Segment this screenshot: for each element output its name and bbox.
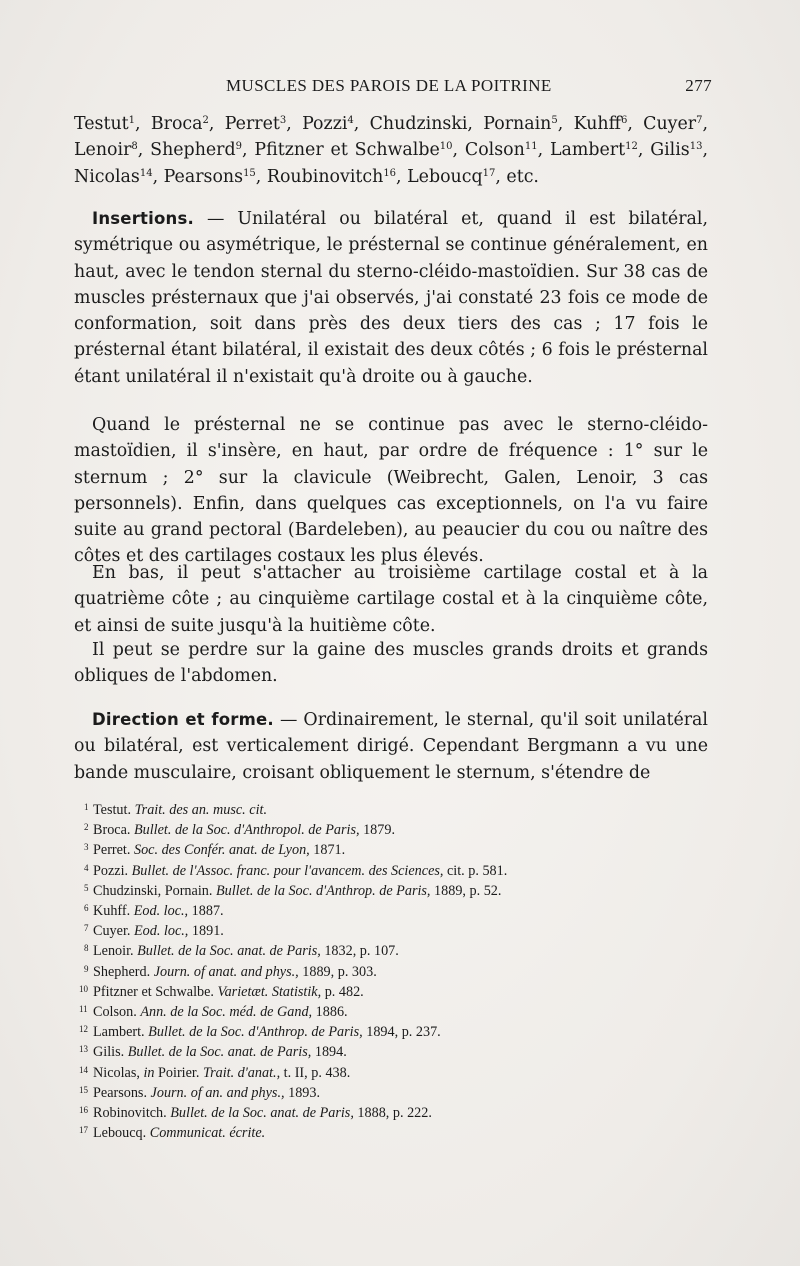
footnote-ref: 14: [139, 167, 153, 179]
footnote-author: Pearsons.: [93, 1084, 151, 1101]
footnote-author: Broca.: [93, 822, 134, 839]
footnote-author: Colson.: [93, 1004, 141, 1021]
footnote-source: Varietæt. Statistik,: [217, 983, 322, 1000]
footnote-ref: 2: [202, 115, 209, 126]
footnote-ref: 13: [689, 141, 703, 153]
footnote-author: Chudzinski, Pornain.: [93, 882, 216, 899]
footnote: 9 Shepherd. Journ. of anat. and phys., 1889, p. 303.: [84, 963, 377, 980]
footnote-source: Soc. des Confér. anat. de Lyon,: [133, 842, 310, 859]
footnote-source: Trait. d'anat.,: [202, 1064, 281, 1081]
footnote-detail: 1832, p. 107.: [320, 943, 399, 960]
footnote-detail: 1871.: [309, 842, 346, 859]
footnote-ref: 11: [524, 141, 538, 153]
footnote-detail: Poirier.: [154, 1064, 203, 1081]
author-name: Cuyer: [643, 114, 697, 134]
footnote-detail: 1888, p. 222.: [353, 1105, 432, 1122]
footnote-source: Bullet. de la Soc. d'Anthrop. de Paris,: [215, 882, 431, 899]
footnote-source: Bullet. de la Soc. anat. de Paris,: [170, 1105, 354, 1122]
insertions-paragraph: [74, 206, 708, 390]
direction-heading: Direction et forme.: [92, 710, 274, 729]
author-name: Lambert: [549, 140, 626, 161]
footnote-ref: 9: [235, 141, 243, 153]
author-name: Roubinovitch: [266, 166, 384, 187]
author-name: Perret: [224, 114, 280, 134]
footnote-ref: 8: [131, 141, 138, 153]
footnote-source: Eod. loc.,: [133, 903, 189, 920]
footnote-ref: 12: [625, 141, 638, 153]
footnote-source: Bullet. de la Soc. d'Anthrop. de Paris,: [148, 1024, 363, 1041]
footnote-detail: 1894, p. 237.: [362, 1024, 441, 1041]
author-name: Pearsons: [163, 166, 244, 187]
footnote-detail: 1889, p. 52.: [430, 882, 502, 899]
upper-insertion-text: Quand le présternal ne se continue pas avec le sterno-cléido-mastoïdien, il s'insère, en haut, par ordre de fréquence : 1° sur le sternum ; 2° sur la clavicule (Weibrecht, Galen, Lenoir, 3 cas personnels). Enfin, dans quelques cas exceptionnels, on l'a vu faire suite au grand pectoral (Bardeleben), au peaucier du cou ou naître des côtes et des cartilages costaux les plus élevés.: [74, 415, 708, 567]
footnote-author: Lenoir.: [93, 943, 138, 960]
author-name: Pfitzner et Schwalbe: [254, 140, 440, 161]
footnote-source: Trait. des an. musc. cit.: [134, 802, 267, 818]
footnote-ref: 3: [279, 115, 287, 126]
author-name: Kuhff: [573, 114, 621, 134]
footnote-ref: 7: [696, 115, 703, 126]
footnote: 8 Lenoir. Bullet. de la Soc. anat. de Paris, 1832, p. 107.: [84, 943, 399, 960]
footnote: 3 Perret. Soc. des Confér. anat. de Lyon, 1871.: [84, 842, 346, 859]
footnote-detail: 1889, p. 303.: [298, 963, 377, 980]
footnote-source: Bullet. de l'Assoc. franc. pour l'avancem. des Sciences,: [131, 862, 444, 879]
footnote-detail: 1887.: [188, 903, 224, 920]
direction-paragraph: [74, 707, 708, 786]
footnote-author: Nicolas,: [93, 1064, 144, 1081]
footnote-ref: 5: [551, 115, 558, 126]
footnote-ref: 1: [128, 115, 136, 126]
footnote-detail: t. II, p. 438.: [280, 1064, 351, 1081]
footnote: 7 Cuyer. Eod. loc., 1891.: [84, 923, 224, 940]
footnote: 13 Gilis. Bullet. de la Soc. anat. de Paris, 1894.: [79, 1044, 347, 1061]
footnote: 17 Leboucq. Communicat. écrite.: [79, 1125, 266, 1142]
footnote-source: Communicat. écrite.: [149, 1125, 266, 1142]
footnote-source: Eod. loc.,: [133, 923, 189, 940]
author-name: Colson: [464, 140, 525, 161]
author-name: Broca: [150, 114, 203, 134]
author-list-end: , etc.: [495, 166, 539, 187]
footnote: 1 Testut. Trait. des an. musc. cit.: [84, 802, 267, 818]
footnote-author: Gilis.: [93, 1044, 128, 1061]
footnote-author: Perret.: [93, 842, 134, 859]
abdomen-text: Il peut se perdre sur la gaine des muscles grands droits et grands obliques de l'abdomen.: [74, 640, 708, 687]
footnote: 6 Kuhff. Eod. loc., 1887.: [84, 903, 224, 920]
footnote-author: Testut.: [93, 802, 135, 818]
footnote: 11 Colson. Ann. de la Soc. méd. de Gand, 1886.: [79, 1004, 348, 1021]
footnote-source: Bullet. de la Soc. d'Anthropol. de Paris,: [133, 822, 360, 839]
author-name: Lenoir: [74, 140, 132, 161]
author-name: Testut: [74, 114, 129, 134]
footnote-detail: 1891.: [188, 923, 224, 940]
author-name: Pozzi: [302, 114, 348, 134]
footnote-ref: 16: [383, 167, 397, 179]
abdomen-paragraph: [74, 637, 708, 690]
footnote-author: Leboucq.: [93, 1125, 150, 1142]
footnote-source: Ann. de la Soc. méd. de Gand,: [140, 1004, 313, 1021]
footnote-detail: 1893.: [284, 1084, 321, 1101]
footnote-author: Kuhff.: [93, 903, 134, 920]
footnote-source: Bullet. de la Soc. anat. de Paris,: [127, 1044, 312, 1061]
footnote: 2 Broca. Bullet. de la Soc. d'Anthropol. de Paris, 1879.: [84, 822, 395, 839]
page-number: 277: [685, 76, 712, 95]
author-name: Chudzinski: [369, 114, 468, 134]
footnote-source: Journ. of an. and phys.,: [150, 1084, 285, 1101]
footnote: 12 Lambert. Bullet. de la Soc. d'Anthrop. de Paris, 1894, p. 237.: [79, 1024, 441, 1041]
footnote: 14 Nicolas, in Poirier. Trait. d'anat., t. II, p. 438.: [79, 1064, 351, 1081]
direction-text: — Ordinairement, le sternal, qu'il soit unilatéral ou bilatéral, est verticalement dirigé. Cependant Bergmann a vu une bande musculaire, croisant obliquement le sternum, s'étendre de: [74, 710, 708, 783]
upper-insertion-paragraph: [74, 412, 708, 570]
footnote-detail: 1894.: [311, 1044, 347, 1061]
footnote: 10 Pfitzner et Schwalbe. Varietæt. Statistik, p. 482.: [79, 983, 364, 1000]
footnote-author: Cuyer.: [93, 923, 134, 940]
insertions-heading: Insertions.: [92, 209, 194, 228]
footnote: 16 Robinovitch. Bullet. de la Soc. anat. de Paris, 1888, p. 222.: [79, 1105, 432, 1122]
author-name: Gilis: [650, 140, 690, 161]
author-list-paragraph: Testut$^1$, Broca$^2$, Perret$^3$, Pozzi$^4$, Chudzinski, Pornain$^5$, Kuhff$^6$, Cuyer$^7$, Lenoir$^8$, Shepherd$^9$, Pfitzner et Schwalbe$^{10}$, Colson$^{11}$, Lambert$^{12}$, Gilis$^{13}$, Nicolas$^{14}$, Pearsons$^{15}$, Roubinovitch$^{16}$, Leboucq$^{17}$, etc.: [74, 114, 708, 187]
insertions-text: — Unilatéral ou bilatéral et, quand il est bilatéral, symétrique ou asymétrique, le présternal se continue généralement, en haut, avec le tendon sternal du sterno-cléido-mastoïdien. Sur 38 cas de muscles présternaux que j'ai observés, j'ai constaté 23 fois ce mode de conformation, soit dans près des deux tiers des cas ; 17 fois le présternal étant bilatéral, il existait des deux côtés ; 6 fois le présternal étant unilatéral il n'existait qu'à droite ou à gauche.: [74, 209, 708, 387]
footnote-ref: 10: [439, 141, 453, 153]
footnote-detail: 1886.: [312, 1004, 348, 1021]
footnote: 15 Pearsons. Journ. of an. and phys., 1893.: [79, 1084, 321, 1101]
footnote-ref: 17: [482, 167, 496, 179]
footnote: 5 Chudzinski, Pornain. Bullet. de la Soc. d'Anthrop. de Paris, 1889, p. 52.: [84, 882, 502, 899]
footnote-source: Journ. of anat. and phys.,: [153, 963, 299, 980]
author-name: Shepherd: [150, 140, 236, 161]
author-name: Pornain: [483, 114, 552, 134]
footnote-ref: 6: [620, 115, 628, 126]
footnote-detail: p. 482.: [321, 983, 364, 1000]
footnote-source: in: [143, 1064, 155, 1081]
footnotes: [79, 800, 704, 1143]
footnote-ref: 4: [347, 115, 354, 126]
running-title: MUSCLES DES PAROIS DE LA POITRINE: [226, 76, 552, 95]
footnote: 4 Pozzi. Bullet. de l'Assoc. franc. pour l'avancem. des Sciences, cit. p. 581.: [84, 862, 508, 879]
running-header: [74, 76, 712, 102]
footnote-author: Robinovitch.: [93, 1105, 171, 1122]
footnote-detail: cit. p. 581.: [443, 862, 508, 879]
footnote-author: Lambert.: [93, 1024, 149, 1041]
author-name: Leboucq: [407, 166, 483, 187]
footnote-author: Pfitzner et Schwalbe.: [93, 983, 218, 1000]
lower-insertion-paragraph: [74, 560, 708, 639]
lower-insertion-text: En bas, il peut s'attacher au troisième cartilage costal et à la quatrième côte ; au cinquième cartilage costal et à la cinquième côte, et ainsi de suite jusqu'à la huitième côte.: [74, 563, 708, 636]
footnote-detail: 1879.: [359, 822, 395, 839]
footnote-source: Bullet. de la Soc. anat. de Paris,: [137, 943, 321, 960]
footnote-author: Shepherd.: [93, 963, 154, 980]
footnote-author: Pozzi.: [93, 862, 132, 879]
footnote-ref: 15: [243, 167, 256, 179]
author-name: Nicolas: [74, 166, 140, 187]
